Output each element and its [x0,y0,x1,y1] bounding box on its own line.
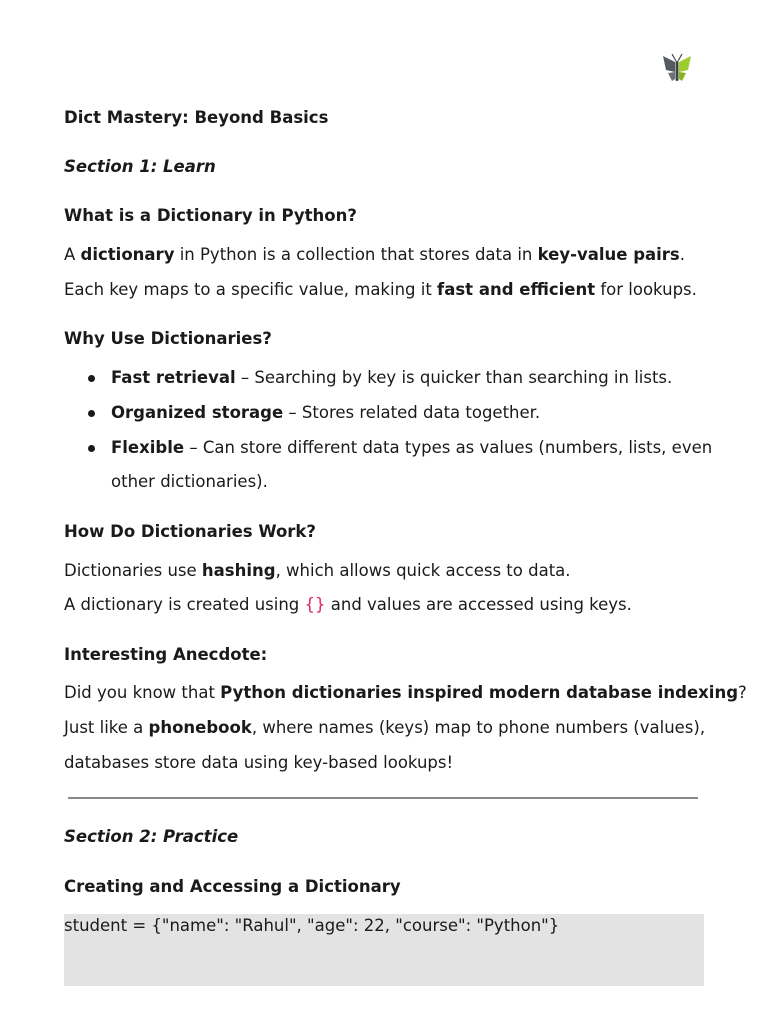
code-line: student = {"name": "Rahul", "age": 22, "course": "Python"} [64,916,560,935]
list-item-continuation: other dictionaries). [111,472,268,491]
section-1-heading: Section 1: Learn [64,157,216,176]
intro-paragraph-line-2: Each key maps to a specific value, making it fast and efficient for lookups. [64,280,697,299]
anecdote-line-3: databases store data using key-based lookups! [64,753,454,772]
what-is-dictionary-heading: What is a Dictionary in Python? [64,206,357,225]
section-divider [68,797,698,799]
bullet-dot [88,445,95,452]
why-use-heading: Why Use Dictionaries? [64,329,272,348]
anecdote-line-2: Just like a phonebook, where names (keys) map to phone numbers (values), [64,718,706,737]
butterfly-logo-icon [660,52,694,84]
how-paragraph-line-1: Dictionaries use hashing, which allows quick access to data. [64,561,571,580]
bullet-dot [88,375,95,382]
intro-paragraph-line-1: A dictionary in Python is a collection that stores data in key-value pairs. [64,245,686,264]
document-title: Dict Mastery: Beyond Basics [64,108,329,127]
code-block [64,914,704,986]
how-paragraph-line-2: A dictionary is created using {} and values are accessed using keys. [64,595,632,614]
how-dictionaries-work-heading: How Do Dictionaries Work? [64,522,316,541]
creating-dictionary-heading: Creating and Accessing a Dictionary [64,877,401,896]
inline-code: {} [304,595,326,614]
list-item: Fast retrieval – Searching by key is quicker than searching in lists. [111,368,673,387]
section-2-heading: Section 2: Practice [64,827,239,846]
list-item: Organized storage – Stores related data together. [111,403,541,422]
list-item: Flexible – Can store different data types as values (numbers, lists, even [111,438,713,457]
bullet-dot [88,410,95,417]
anecdote-line-1: Did you know that Python dictionaries inspired modern database indexing? [64,683,747,702]
anecdote-heading: Interesting Anecdote: [64,645,268,664]
